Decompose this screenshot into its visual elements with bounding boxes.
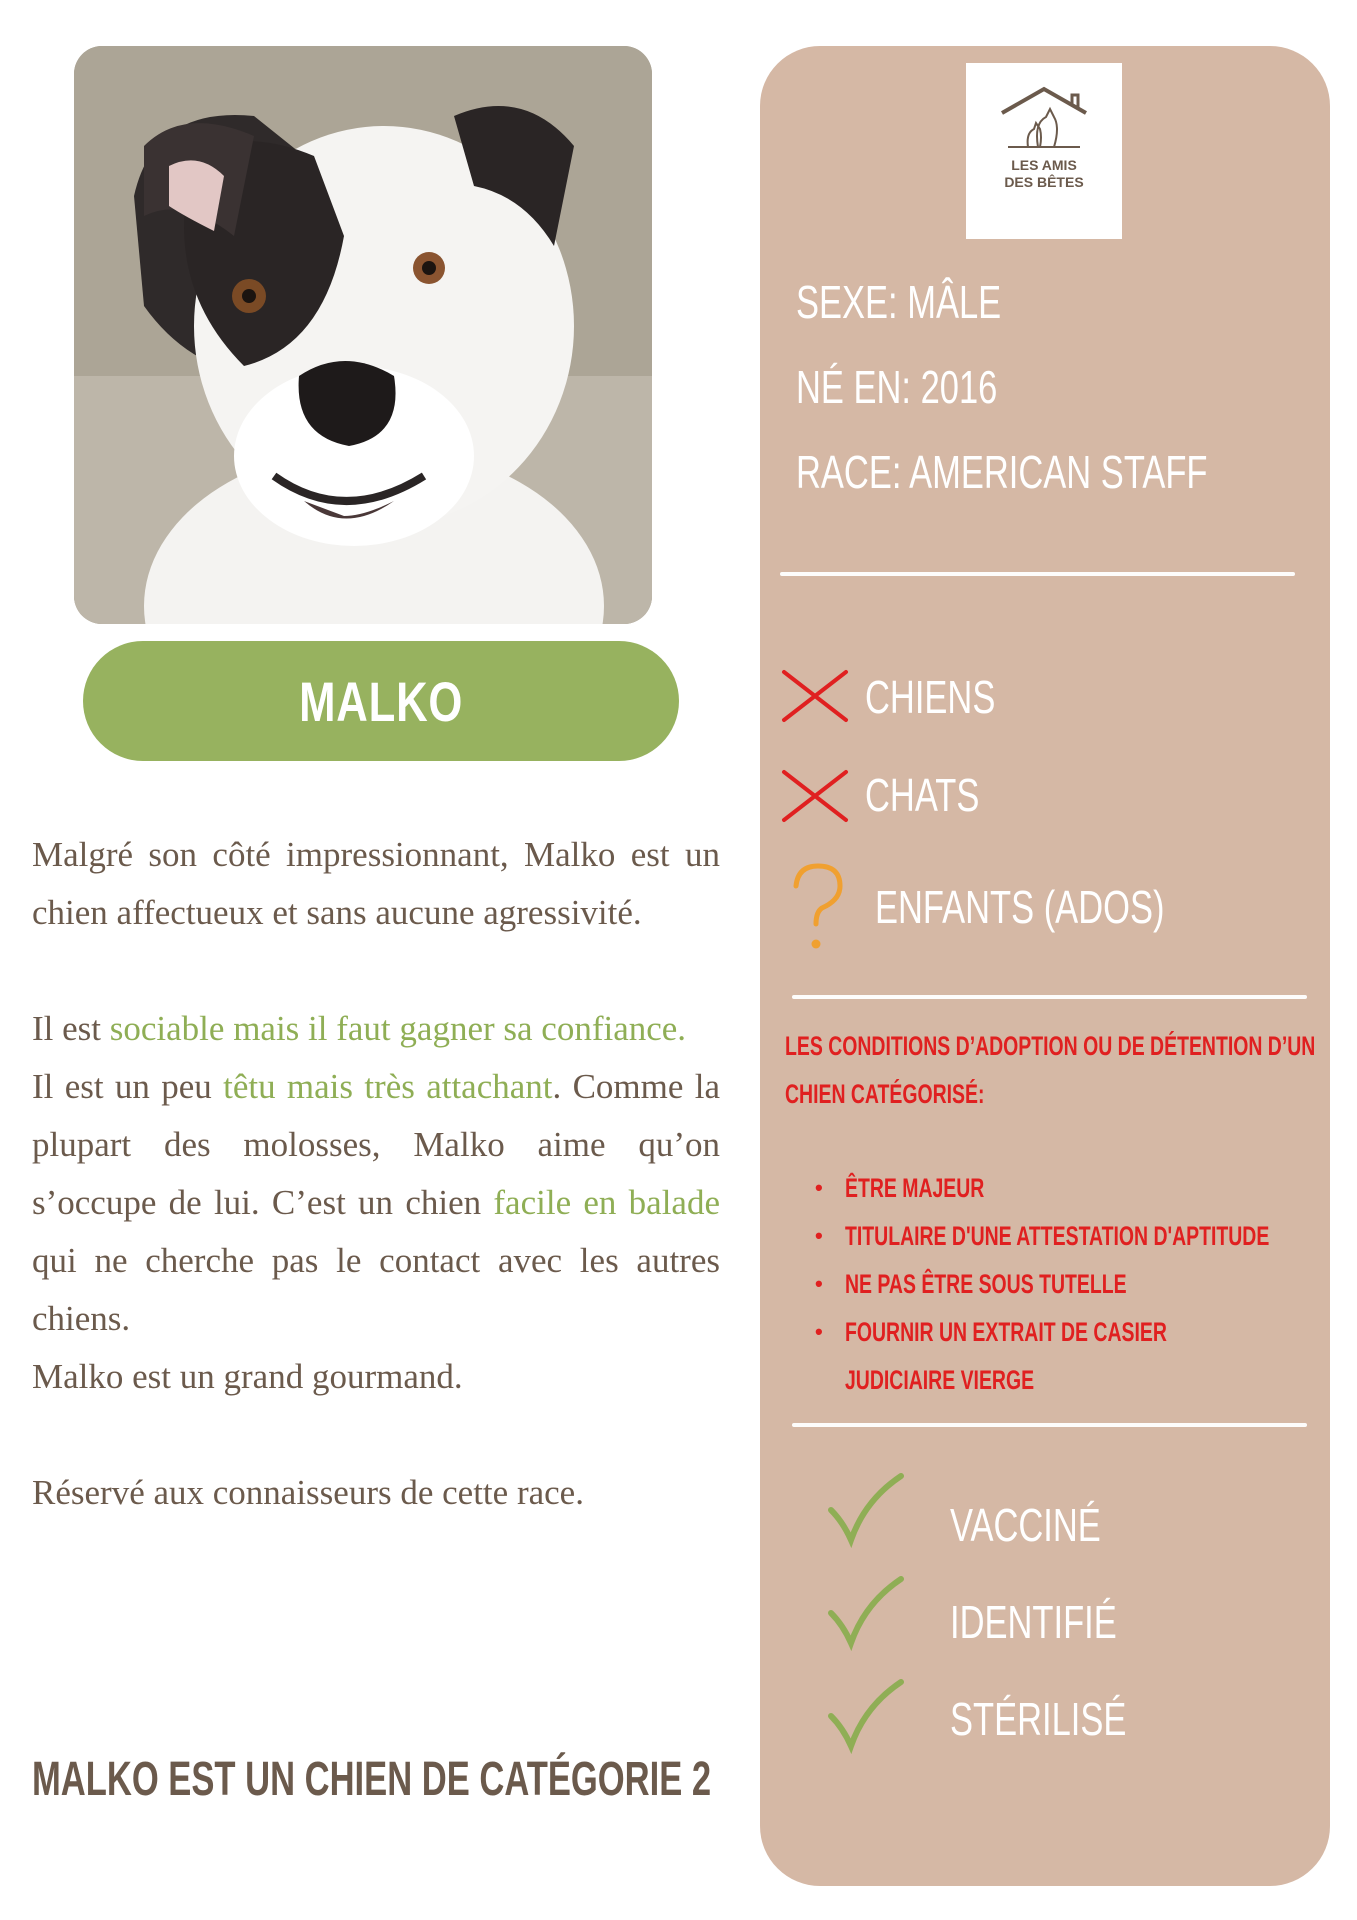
divider [792, 1423, 1307, 1427]
requirement-item: • TITULAIRE D'UNE ATTESTATION D'APTITUDE [815, 1212, 1357, 1260]
logo-text [966, 157, 1122, 191]
requirement-text: NE PAS ÊTRE SOUS TUTELLE [845, 1269, 1127, 1299]
check-icon [825, 1676, 905, 1756]
logo-line-2: DES BÊTES [1004, 174, 1084, 190]
desc-text: . Comme la plupart des molosses, Malko aime qu’on s’occupe de lui. C’est un chien [32, 1067, 720, 1222]
desc-highlight: facile en balade [493, 1183, 720, 1222]
description-paragraph-2 [32, 1000, 720, 1058]
dog-description [32, 826, 720, 1522]
health-sterilise: STÉRILISÉ [950, 1693, 1127, 1745]
desc-text: Il est un peu [32, 1067, 224, 1106]
logo-line-1: LES AMIS [1011, 157, 1077, 173]
info-sexe: SEXE: MÂLE [796, 276, 1002, 328]
house-cat-dog-icon [994, 83, 1094, 153]
divider [792, 995, 1307, 999]
question-mark-icon [790, 862, 846, 954]
check-icon [825, 1470, 905, 1550]
dog-name: MALKO [298, 669, 464, 733]
divider [780, 572, 1295, 576]
dog-portrait-illustration [74, 46, 652, 624]
description-paragraph-4: Malko est un grand gourmand. [32, 1357, 463, 1396]
requirement-text: ÊTRE MAJEUR [845, 1173, 985, 1203]
requirement-item: • FOURNIR UN EXTRAIT DE CASIER JUDICIAIRE VIERGE [815, 1308, 1357, 1404]
adoption-requirements-list [815, 1164, 1357, 1404]
requirement-item: • NE PAS ÊTRE SOUS TUTELLE [815, 1260, 1357, 1308]
requirement-item: • ÊTRE MAJEUR [815, 1164, 1357, 1212]
health-vaccine: VACCINÉ [950, 1499, 1101, 1551]
description-paragraph-3 [32, 1058, 720, 1348]
adoption-conditions-title: LES CONDITIONS D’ADOPTION OU DE DÉTENTION D’UN CHIEN CATÉGORISÉ: [785, 1031, 1316, 1109]
dog-photo [74, 46, 652, 624]
compat-chats: CHATS [865, 769, 980, 821]
requirement-text: TITULAIRE D'UNE ATTESTATION D'APTITUDE [845, 1221, 1270, 1251]
requirement-text: FOURNIR UN EXTRAIT DE CASIER JUDICIAIRE VIERGE [845, 1317, 1167, 1395]
description-paragraph-5: Réservé aux connaisseurs de cette race. [32, 1473, 584, 1512]
compat-chiens: CHIENS [865, 671, 996, 723]
shelter-logo [966, 63, 1122, 239]
info-breed: RACE: AMERICAN STAFF [796, 446, 1208, 498]
desc-text: qui ne cherche pas le contact avec les autres chiens. [32, 1241, 720, 1338]
cross-icon [780, 768, 850, 824]
desc-text: Il est [32, 1009, 110, 1048]
compat-enfants: ENFANTS (ADOS) [875, 881, 1165, 933]
desc-highlight: têtu mais très attachant [223, 1067, 553, 1106]
dog-name-banner [83, 641, 679, 761]
check-icon [825, 1573, 905, 1653]
desc-highlight: sociable mais il faut gagner sa confiance. [109, 1009, 687, 1048]
description-paragraph-1: Malgré son côté impressionnant, Malko est un chien affectueux et sans aucune agressivité. [32, 835, 720, 932]
info-birth-year: NÉ EN: 2016 [796, 361, 998, 413]
category-statement: MALKO EST UN CHIEN DE CATÉGORIE 2 [32, 1753, 712, 1806]
cross-icon [780, 668, 850, 724]
health-identifie: IDENTIFIÉ [950, 1596, 1117, 1648]
